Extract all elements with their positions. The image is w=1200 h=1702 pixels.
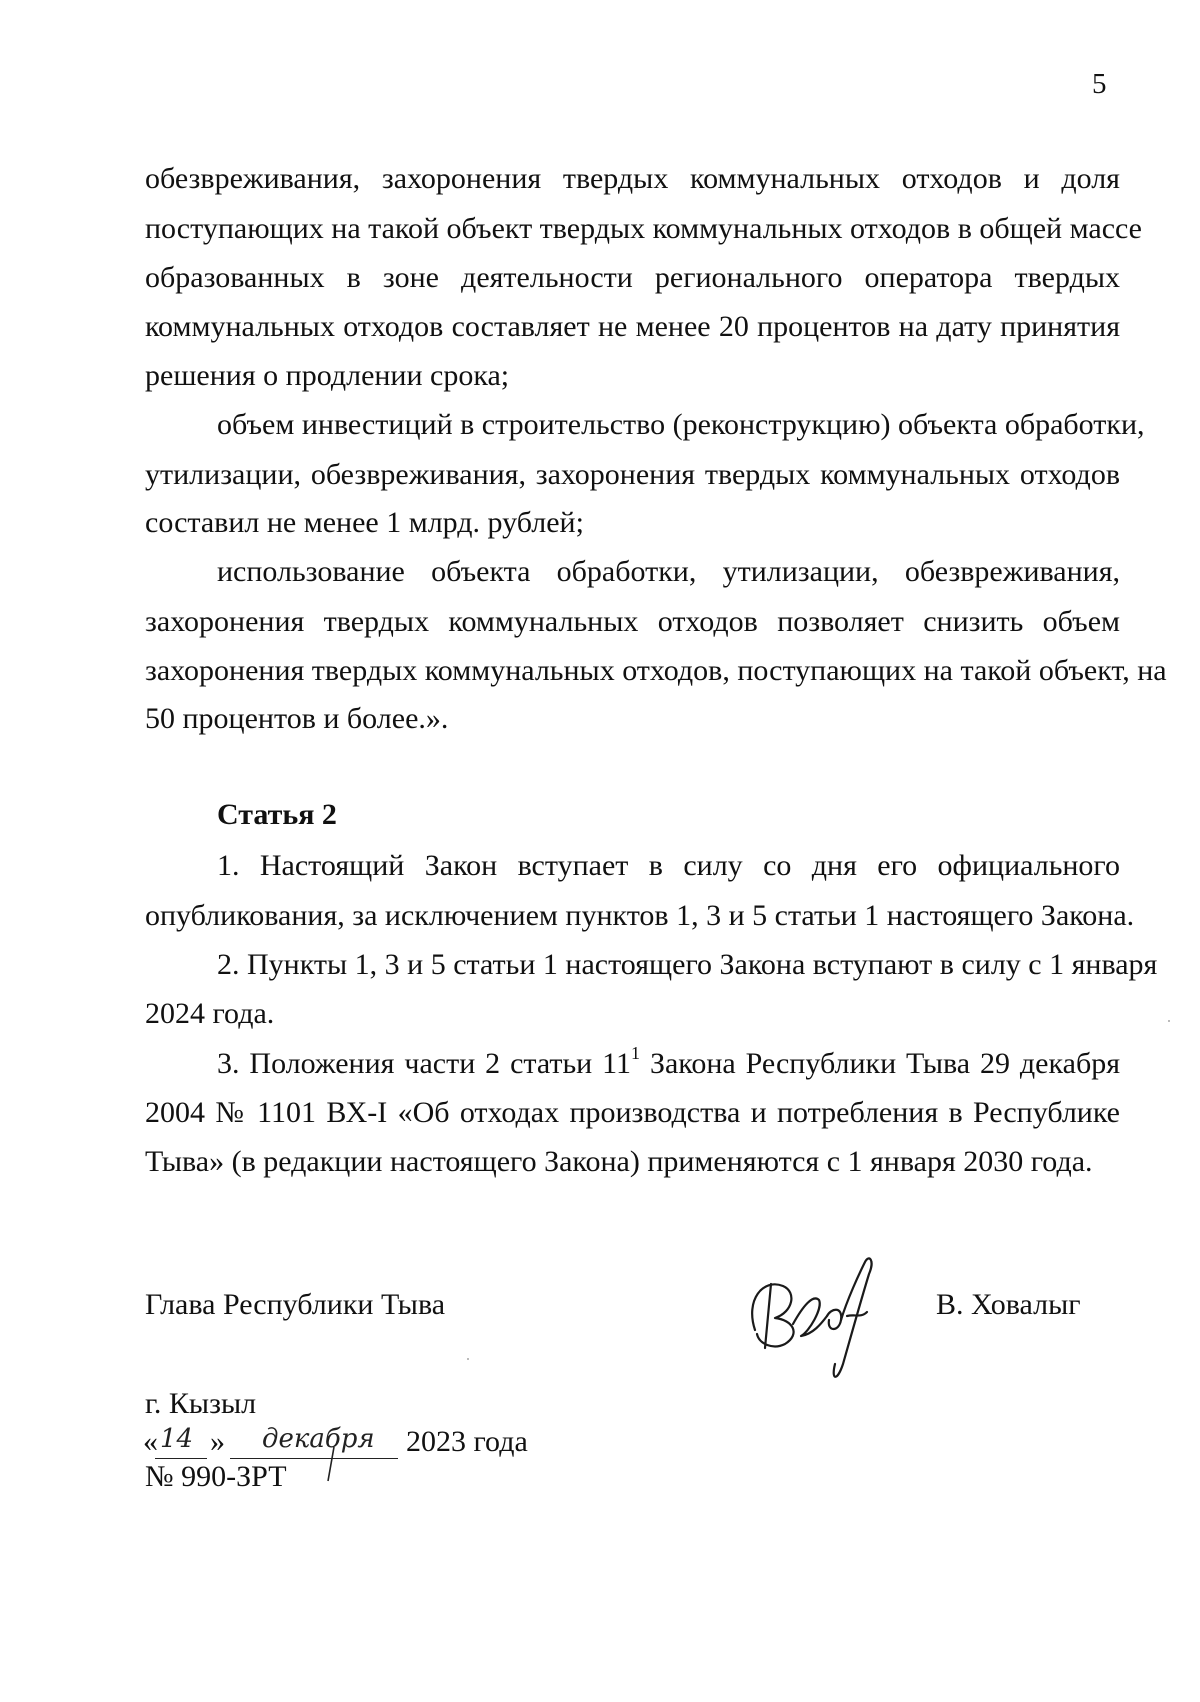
- date-year: 2023 года: [406, 1425, 528, 1458]
- law-number: № 990-ЗРТ: [145, 1460, 287, 1493]
- article-item-text: 3. Положения части 2 статьи 11: [217, 1047, 632, 1080]
- date-open-quote: «: [143, 1425, 158, 1458]
- article-item-line: 2024 года.: [145, 997, 275, 1030]
- body-line: 50 процентов и более.».: [145, 702, 449, 735]
- body-line: использование объекта обработки, утилизации, обезвреживания,: [217, 555, 1120, 588]
- body-line: составил не менее 1 млрд. рублей;: [145, 506, 584, 539]
- body-line: решения о продлении срока;: [145, 359, 510, 392]
- superscript: 1: [631, 1043, 641, 1063]
- scan-speck: [1168, 1020, 1170, 1022]
- article-item-line: [217, 1045, 1120, 1083]
- date-month: декабря: [262, 1424, 375, 1454]
- body-line: коммунальных отходов составляет не менее 20 процентов на дату принятия: [145, 310, 1120, 343]
- body-line: объем инвестиций в строительство (реконструкцию) объекта обработки,: [217, 408, 1145, 441]
- city: г. Кызыл: [145, 1387, 257, 1420]
- page-number: 5: [1092, 68, 1107, 100]
- date-month-underline: [230, 1458, 398, 1459]
- body-line: утилизации, обезвреживания, захоронения твердых коммунальных отходов: [145, 458, 1120, 491]
- article-heading: Статья 2: [217, 798, 337, 831]
- body-line: захоронения твердых коммунальных отходов позволяет снизить объем: [145, 605, 1120, 638]
- date-close-quote: »: [210, 1425, 225, 1458]
- article-item-text: Закона Республики Тыва 29 декабря: [640, 1047, 1121, 1080]
- handwritten-stroke: [322, 1445, 342, 1485]
- scan-speck: [467, 1358, 469, 1360]
- article-item-line: 2004 № 1101 ВХ-I «Об отходах производства и потребления в Республике: [145, 1096, 1120, 1129]
- signatory-position: Глава Республики Тыва: [145, 1288, 446, 1321]
- signatory-name: В. Ховалыг: [936, 1288, 1081, 1321]
- body-line: образованных в зоне деятельности регионального оператора твердых: [145, 261, 1120, 294]
- article-item-line: 1. Настоящий Закон вступает в силу со дня его официального: [217, 849, 1120, 882]
- body-line: поступающих на такой объект твердых коммунальных отходов в общей массе: [145, 212, 1143, 245]
- article-item-line: Тыва» (в редакции настоящего Закона) применяются с 1 января 2030 года.: [145, 1145, 1093, 1178]
- article-item-line: 2. Пункты 1, 3 и 5 статьи 1 настоящего Закона вступают в силу с 1 января: [217, 948, 1158, 981]
- date-day-underline: [155, 1458, 207, 1459]
- date-day: 14: [160, 1424, 194, 1454]
- body-line: обезвреживания, захоронения твердых коммунальных отходов и доля: [145, 162, 1120, 195]
- article-item-line: опубликования, за исключением пунктов 1, 3 и 5 статьи 1 настоящего Закона.: [145, 899, 1135, 932]
- body-line: захоронения твердых коммунальных отходов, поступающих на такой объект, на: [145, 654, 1167, 687]
- handwritten-signature: [735, 1240, 895, 1390]
